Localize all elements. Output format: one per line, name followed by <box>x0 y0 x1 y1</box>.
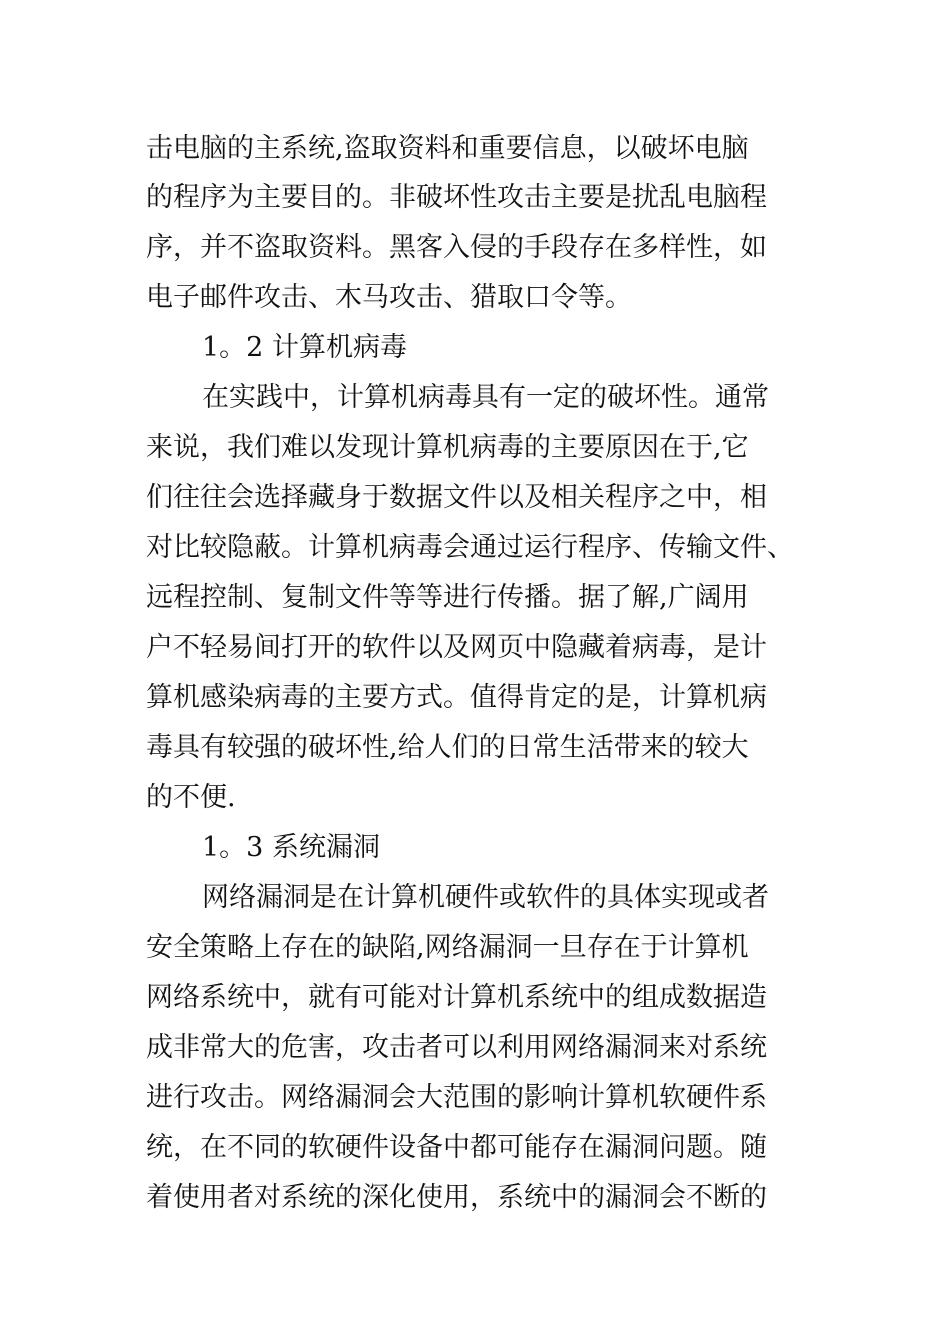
text-line: 统，在不同的软硬件设备中都可能存在漏洞问题。随 <box>146 1132 767 1163</box>
text-line: 毒具有较强的破坏性,给人们的日常生活带来的较大 <box>146 732 749 763</box>
text-line: 户不轻易间打开的软件以及网页中隐藏着病毒，是计 <box>146 632 767 663</box>
text-line: 算机感染病毒的主要方式。值得肯定的是，计算机病 <box>146 682 767 713</box>
text-line: 对比较隐蔽。计算机病毒会通过运行程序、传输文件、 <box>146 532 794 563</box>
text-line: 网络系统中，就有可能对计算机系统中的组成数据造 <box>146 982 767 1013</box>
text-line: 序，并不盗取资料。黑客入侵的手段存在多样性，如 <box>146 232 767 263</box>
section-heading-1-2: 1。2 计算机病毒 <box>202 332 407 363</box>
text-line: 成非常大的危害，攻击者可以利用网络漏洞来对系统 <box>146 1032 767 1063</box>
text-line: 们往往会选择藏身于数据文件以及相关程序之中，相 <box>146 482 767 513</box>
text-line: 远程控制、复制文件等等进行传播。据了解,广阔用 <box>146 582 749 613</box>
text-line: 的程序为主要目的。非破坏性攻击主要是扰乱电脑程 <box>146 182 767 213</box>
text-line: 在实践中，计算机病毒具有一定的破坏性。通常 <box>202 382 769 413</box>
section-heading-1-3: 1。3 系统漏洞 <box>202 832 380 863</box>
text-line: 进行攻击。网络漏洞会大范围的影响计算机软硬件系 <box>146 1082 767 1113</box>
text-line: 来说，我们难以发现计算机病毒的主要原因在于,它 <box>146 432 749 463</box>
text-line: 电子邮件攻击、木马攻击、猎取口令等。 <box>146 282 632 313</box>
text-line: 网络漏洞是在计算机硬件或软件的具体实现或者 <box>202 882 769 913</box>
text-line: 击电脑的主系统,盗取资料和重要信息，以破坏电脑 <box>146 133 749 164</box>
text-line: 的不便. <box>146 782 236 813</box>
text-line: 安全策略上存在的缺陷,网络漏洞一旦存在于计算机 <box>146 932 749 963</box>
text-line: 着使用者对系统的深化使用，系统中的漏洞会不断的 <box>146 1182 767 1213</box>
